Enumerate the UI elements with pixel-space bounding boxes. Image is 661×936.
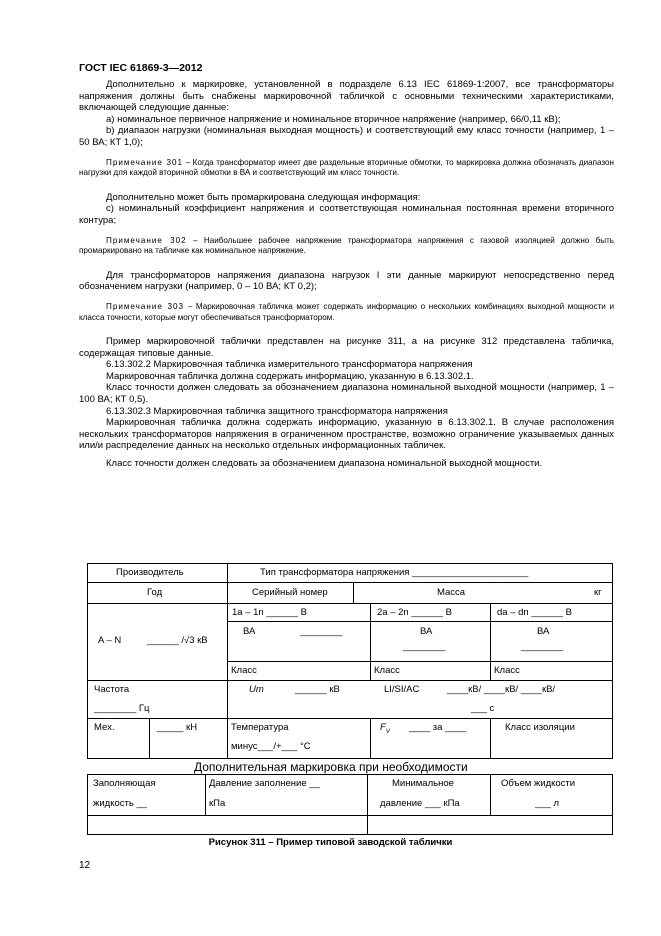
- mech-value: _____ кН: [157, 722, 198, 733]
- document-header: ГОСТ IEC 61869-3—2012: [79, 62, 203, 74]
- paragraph: Дополнительно может быть промаркирована следующая информация:: [106, 191, 421, 203]
- li-label: LI/SI/AC: [384, 684, 420, 695]
- paragraph: Маркировочная табличка должна содержать информацию, указанную в 6.13.302.1. В случае расположения нескольких трансформаторов напряжения в ограниченном пространстве, возможно ограничение указываемых данных или/и распределение данных на несколько отдельных информационных табличек.: [79, 417, 614, 452]
- note-text: – Наибольшее рабочее напряжение трансформатора напряжения с газовой изоляцией должно быть промаркировано на табличке как номинальное напряжение.: [79, 235, 614, 256]
- fv-symbol: F: [380, 722, 386, 733]
- manufacturer-label: Производитель: [116, 567, 184, 578]
- nameplate-figure: [87, 563, 613, 834]
- fv-subscript: V: [385, 728, 390, 735]
- note: [79, 236, 614, 257]
- paragraph: а) номинальное первичное напряжение и номинальное вторичное напряжение (например, 66/0,11 кВ);: [106, 113, 561, 125]
- note-label: Примечание 302: [106, 235, 187, 245]
- border: [87, 774, 88, 835]
- border: [490, 603, 491, 681]
- li-value: ____кВ/ ____кВ/ ____кВ/: [447, 684, 556, 695]
- an-value: ______ /√3 кВ: [147, 635, 208, 646]
- insulation-class-label: Класс изоляции: [505, 722, 575, 733]
- min-pressure-label: Минимальное: [392, 778, 454, 789]
- va-label-1: ВА: [243, 626, 256, 637]
- paragraph: c) номинальный коэффициент напряжения и соответствующая номинальная постоянная времени вторичного контура;: [79, 203, 614, 226]
- temperature-label: Температура: [231, 722, 289, 733]
- fill-liquid-label: Заполняющая: [93, 778, 156, 789]
- border: [87, 815, 613, 816]
- va-label-2: ВА: [420, 626, 433, 637]
- border: [87, 718, 613, 719]
- border: [87, 680, 613, 681]
- border: [227, 621, 613, 622]
- type-label: Тип трансформатора напряжения ______________________: [260, 567, 529, 578]
- border: [149, 718, 150, 759]
- note-label: Примечание 301: [106, 157, 183, 167]
- frequency-label: Частота: [94, 684, 130, 695]
- border: [87, 603, 613, 604]
- border: [353, 582, 354, 604]
- border: [490, 774, 491, 815]
- border: [87, 563, 613, 564]
- class-label-3: Класс: [494, 665, 520, 676]
- border: [370, 718, 371, 759]
- document-body: [79, 79, 614, 470]
- mass-label: Масса: [437, 587, 466, 598]
- paragraph: Дополнительно к маркировке, установленной в подразделе 6.13 IEC 61869-1:2007, все трансформаторы напряжения должны быть снабжены маркировочной табличкой с основными техническими характеристиками, включающей следующие данные:: [79, 79, 614, 114]
- frequency-value: ________ Гц: [94, 703, 150, 714]
- paragraph: 6.13.302.3 Маркировочная табличка защитного трансформатора напряжения: [106, 405, 448, 417]
- border: [87, 774, 613, 775]
- um-value: ______ кВ: [295, 684, 340, 695]
- liquid-volume-label: Объем жидкости: [501, 778, 576, 789]
- paragraph: Маркировочная табличка должна содержать информацию, указанную в 6.13.302.1.: [106, 370, 474, 382]
- border: [612, 774, 613, 835]
- note-text: – Маркировочная табличка может содержать информацию о нескольких комбинациях выходной мощности и класса точности, которые могут обеспечиваться трансформатором.: [79, 301, 614, 322]
- an-label: A – N: [98, 635, 122, 646]
- border: [490, 718, 491, 759]
- min-pressure-value: давление ___ кПа: [380, 798, 460, 809]
- year-label: Год: [147, 587, 163, 598]
- va-blank-2: ________: [403, 641, 446, 652]
- paragraph: 6.13.302.2 Маркировочная табличка измерительного трансформатора напряжения: [106, 359, 473, 371]
- um-label: Um: [249, 684, 264, 695]
- fv-label: [380, 722, 390, 738]
- border: [87, 582, 613, 583]
- note-text: – Когда трансформатор имеет две раздельные вторичные обмотки, то маркировка должна обозначать диапазон нагрузки для каждой вторичной обмотки в ВА и соответствующий им класс точности.: [79, 157, 614, 178]
- border: [87, 758, 613, 759]
- li-time: ___ с: [471, 703, 495, 714]
- liquid-volume-value: ___ л: [535, 798, 560, 809]
- fill-pressure-label: Давление заполнение __: [209, 778, 320, 789]
- border: [367, 774, 368, 835]
- fill-liquid-value: жидкость __: [93, 798, 148, 809]
- note: [79, 158, 614, 179]
- paragraph: Класс точности должен следовать за обозначением диапазона номинальной выходной мощности.: [106, 458, 543, 470]
- additional-marking-title: Дополнительная маркировка при необходимости: [194, 760, 468, 774]
- class-label-1: Класс: [231, 665, 257, 676]
- va-label-3: ВА: [537, 626, 550, 637]
- paragraph: Пример маркировочной таблички представлен на рисунке 311, а на рисунке 312 представлена табличка, содержащая типовые данные.: [79, 336, 614, 359]
- border: [370, 603, 371, 681]
- temperature-value: минус___/+___ °C: [231, 741, 311, 752]
- paragraph: Класс точности должен следовать за обозначением диапазона номинальной выходной мощности (например, 1 – 100 ВА; КТ 0,5).: [79, 382, 614, 406]
- border: [205, 774, 206, 815]
- winding-2: 2a – 2n ______ В: [377, 607, 453, 618]
- fill-pressure-unit: кПа: [209, 798, 226, 809]
- serial-label: Серийный номер: [252, 587, 328, 598]
- page-number: 12: [79, 860, 91, 871]
- figure-caption: Рисунок 311 – Пример типовой заводской таблички: [208, 837, 453, 848]
- border: [227, 661, 613, 662]
- va-blank-1: ________: [300, 626, 343, 637]
- kg-unit: кг: [594, 587, 602, 598]
- mech-label: Мех.: [94, 722, 115, 733]
- paragraph: Для трансформаторов напряжения диапазона нагрузок I эти данные маркируют непосредственно перед обозначением нагрузки (например, 0 – 10 ВА; КТ 0,2);: [79, 269, 614, 293]
- note-label: Примечание 303: [106, 301, 185, 311]
- winding-1: 1a – 1n ______ В: [232, 607, 308, 618]
- paragraph: b) диапазон нагрузки (номинальная выходная мощность) и соответствующий ему класс точности (например, 1 – 50 ВА; КТ 1,0);: [79, 125, 614, 148]
- border: [87, 563, 88, 759]
- winding-3: da – dn ______ В: [497, 607, 573, 618]
- va-blank-3: ________: [521, 641, 564, 652]
- note: [79, 302, 614, 323]
- class-label-2: Класс: [374, 665, 400, 676]
- fv-value: ____ за ____: [409, 722, 467, 733]
- border: [87, 834, 613, 835]
